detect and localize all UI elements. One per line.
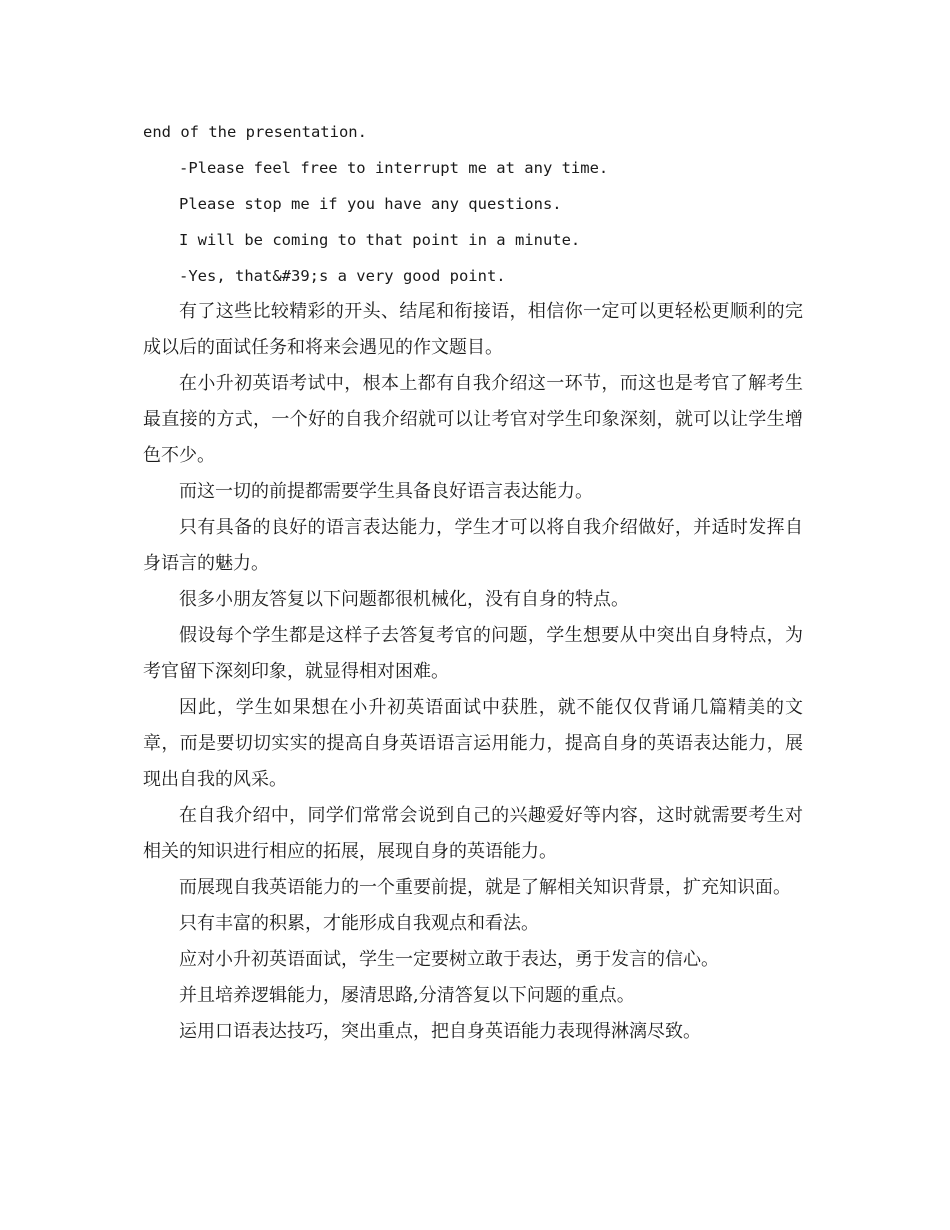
paragraph: 而这一切的前提都需要学生具备良好语言表达能力。: [179, 481, 593, 502]
paragraph: 在小升初英语考试中，根本上都有自我介绍这一环节，而这也是考官了解考生最直接的方式，一个好的自我介绍就可以让考官对学生印象深刻，就可以让学生增色不少。: [143, 373, 803, 466]
paragraph: 假设每个学生都是这样子去答复考官的问题，学生想要从中突出自身特点，为考官留下深刻印象，就显得相对困难。: [143, 625, 803, 682]
paragraph: 而展现自我英语能力的一个重要前提，就是了解相关知识背景，扩充知识面。: [179, 877, 791, 898]
english-line: Please stop me if you have any questions.: [179, 195, 562, 213]
paragraph: 只有具备的良好的语言表达能力，学生才可以将自我介绍做好，并适时发挥自身语言的魅力。: [143, 517, 803, 574]
english-line: I will be coming to that point in a minute.: [179, 231, 581, 249]
paragraph: 因此，学生如果想在小升初英语面试中获胜，就不能仅仅背诵几篇精美的文章，而是要切切实实的提高自身英语语言运用能力，提高自身的英语表达能力，展现出自我的风采。: [143, 697, 803, 790]
paragraph: 有了这些比较精彩的开头、结尾和衔接语，相信你一定可以更轻松更顺利的完成以后的面试任务和将来会遇见的作文题目。: [143, 301, 803, 358]
paragraph: 并且培养逻辑能力，屡清思路,分清答复以下问题的重点。: [179, 985, 635, 1006]
document-body: [143, 114, 803, 1050]
paragraph: 只有丰富的积累，才能形成自我观点和看法。: [179, 913, 539, 934]
english-line: -Please feel free to interrupt me at any time.: [179, 159, 609, 177]
english-line: -Yes, that&#39;s a very good point.: [179, 267, 506, 285]
paragraph: 很多小朋友答复以下问题都很机械化，没有自身的特点。: [179, 589, 629, 610]
paragraph: 在自我介绍中，同学们常常会说到自己的兴趣爱好等内容，这时就需要考生对相关的知识进行相应的拓展，展现自身的英语能力。: [143, 805, 803, 862]
english-line: end of the presentation.: [143, 123, 367, 141]
paragraph: 运用口语表达技巧，突出重点，把自身英语能力表现得淋漓尽致。: [179, 1021, 701, 1042]
paragraph: 应对小升初英语面试，学生一定要树立敢于表达，勇于发言的信心。: [179, 949, 719, 970]
